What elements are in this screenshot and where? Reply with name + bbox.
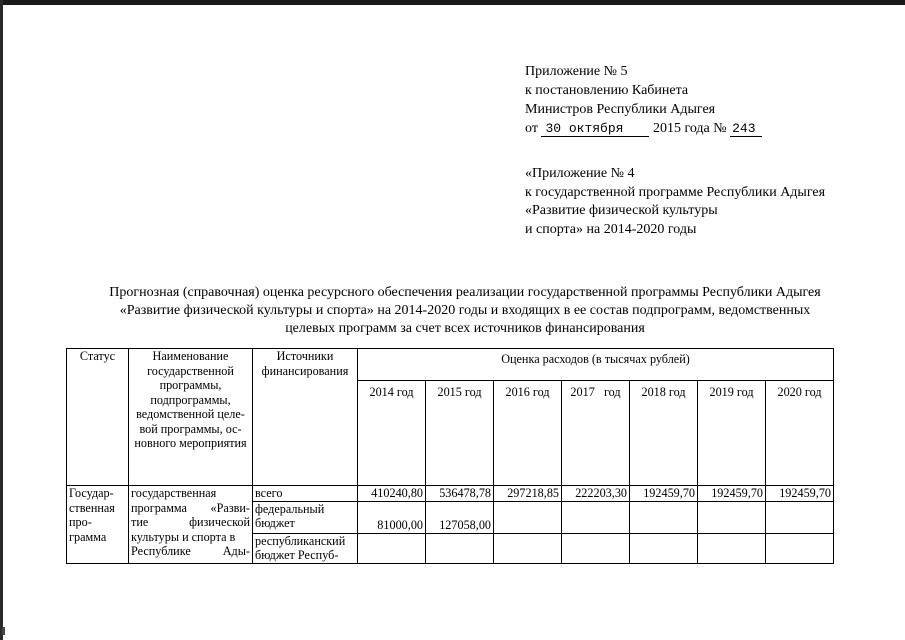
header-name-line: государственной [147, 363, 234, 378]
header-name-line: новного мероприятия [134, 436, 247, 450]
source-line: бюджет Респуб- [255, 548, 339, 562]
header-status: Статус [67, 349, 129, 486]
header-name-line: подпрограммы, [150, 392, 231, 407]
value-cell [630, 501, 698, 533]
header-year-2019: 2019 год [698, 381, 766, 486]
status-line: Государ- [69, 486, 114, 500]
value-cell [630, 533, 698, 563]
source-line: федеральный [255, 501, 325, 516]
document-title [70, 284, 860, 338]
value-cell [562, 501, 630, 533]
value-cell: 222203,30 [562, 486, 630, 502]
header-name-line: программы, [159, 378, 222, 392]
appendix-line-2: к государственной программе Республики Адыгея [525, 184, 826, 200]
title-line-2: «Развитие физической культуры и спорта» на 2014-2020 годы и входящих в ее состав подпрограмм, ведомственных [119, 303, 811, 318]
header-source [253, 349, 358, 486]
date-prefix: от [525, 121, 538, 136]
header-name-line: вой программы, ос- [139, 421, 242, 436]
appendix-header [525, 165, 825, 239]
header-year-2016: 2016 год [494, 381, 562, 486]
header-year-2018: 2018 год [630, 381, 698, 486]
year-text: 2015 года № [652, 121, 727, 136]
appendix-line-1: «Приложение № 4 [525, 166, 635, 181]
title-line-3: целевых программ за счет всех источников финансирования [285, 321, 645, 336]
header-source-line: Источники [276, 349, 334, 363]
header-year-2014: 2014 год [358, 381, 426, 486]
program-name-line: тие физической [131, 515, 250, 529]
scan-top-border [0, 0, 905, 5]
status-line: про- [69, 515, 92, 529]
program-name-line: культуры и спорта в [131, 529, 236, 544]
source-line: бюджет [255, 516, 295, 530]
header-line-1: Приложение № 5 [525, 64, 628, 79]
value-cell [562, 533, 630, 563]
value-cell: 192459,70 [698, 486, 766, 502]
scan-artifact [2, 627, 5, 635]
value-cell: 297218,85 [494, 486, 562, 502]
value-cell: 81000,00 [358, 501, 426, 533]
value-cell [426, 533, 494, 563]
value-cell [766, 501, 834, 533]
program-name-line: программа «Разви- [131, 500, 250, 515]
value-cell: 536478,78 [426, 486, 494, 502]
value-cell [358, 533, 426, 563]
header-year-2015: 2015 год [426, 381, 494, 486]
header-year-2017: 2017 год [562, 381, 630, 486]
header-date-line [525, 119, 762, 138]
header-name-line: ведомственной целе- [136, 407, 245, 421]
header-name [129, 349, 253, 486]
number-value: 243 [730, 122, 762, 137]
source-line: республиканский [255, 533, 346, 548]
value-cell [766, 533, 834, 563]
appendix-line-4: и спорта» на 2014-2020 годы [525, 221, 697, 237]
value-cell: 192459,70 [630, 486, 698, 502]
value-cell [698, 501, 766, 533]
status-cell [67, 486, 129, 564]
title-line-1: Прогнозная (справочная) оценка ресурсного обеспечения реализации государственной программы Республики Адыгея [109, 285, 821, 300]
header-estimate: Оценка расходов (в тысячах рублей) [358, 349, 834, 381]
header-line-2: к постановлению Кабинета [525, 83, 689, 98]
value-cell: 410240,80 [358, 486, 426, 502]
date-value: 30 октября [541, 122, 649, 137]
source-line: всего [255, 486, 283, 500]
value-cell: 192459,70 [766, 486, 834, 502]
source-cell [253, 486, 358, 502]
table-row [67, 486, 834, 502]
appendix-line-3: «Развитие физической культуры [525, 203, 718, 218]
budget-table [66, 348, 834, 564]
program-name-line: государственная [131, 486, 217, 500]
header-line-3: Министров Республики Адыгея [525, 102, 716, 117]
scan-left-border [0, 0, 3, 640]
program-name-cell [129, 486, 253, 564]
status-line: грамма [69, 529, 107, 544]
header-name-line: Наименование [152, 349, 229, 363]
value-cell [494, 501, 562, 533]
source-cell [253, 533, 358, 563]
resolution-header [525, 62, 762, 138]
status-line: ственная [69, 500, 115, 515]
value-cell [494, 533, 562, 563]
header-year-2020: 2020 год [766, 381, 834, 486]
source-cell [253, 501, 358, 533]
value-cell [698, 533, 766, 563]
value-cell: 127058,00 [426, 501, 494, 533]
program-name-line: Республике Ады- [131, 544, 250, 558]
header-source-line: финансирования [261, 363, 349, 378]
